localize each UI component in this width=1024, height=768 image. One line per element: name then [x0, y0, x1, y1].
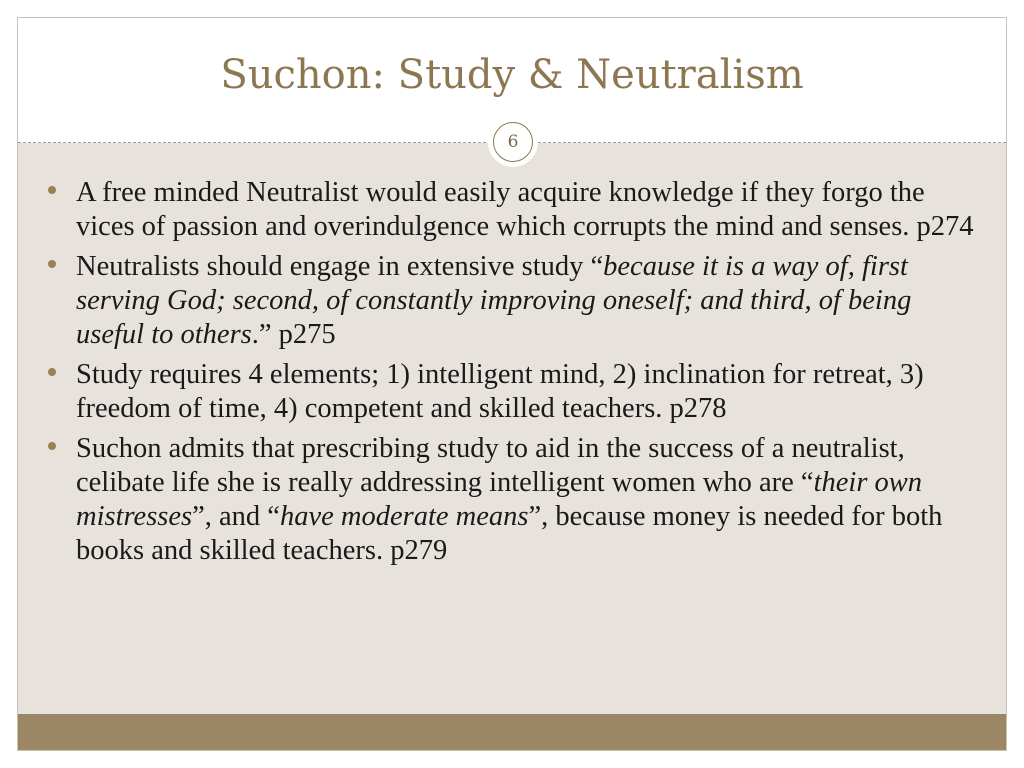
- bullet-item-2: [48, 250, 978, 352]
- page-number-badge: [488, 117, 538, 167]
- bullet-dot-icon: [48, 186, 56, 194]
- page-number: 6: [493, 122, 533, 162]
- bullet-quote-2: have moderate means: [279, 501, 529, 532]
- bullet-item-3: [48, 358, 978, 426]
- bullet-item-1: [48, 176, 978, 244]
- bullet-item-4: [48, 432, 978, 568]
- bullet-text-part2: ”, and “: [192, 501, 280, 532]
- bullet-dot-icon: [48, 260, 56, 268]
- bullet-text-part3: ”, because money is needed for both books and skilled teachers. p279: [76, 501, 943, 566]
- slide: [17, 17, 1007, 751]
- bullet-quote: because it is a way of, first serving God; second, of constantly improving oneself; and third, of being useful to others: [76, 251, 912, 350]
- bullet-text-part1: Suchon admits that prescribing study to aid in the success of a neutralist, celibate life she is really addressing intelligent women who are “: [76, 433, 905, 498]
- bullet-text: Study requires 4 elements; 1) intelligent mind, 2) inclination for retreat, 3) freedom of time, 4) competent and skilled teachers. p278: [76, 359, 924, 424]
- bullet-text: A free minded Neutralist would easily acquire knowledge if they forgo the vices of passion and overindulgence which corrupts the mind and senses. p274: [76, 177, 974, 242]
- bullet-dot-icon: [48, 368, 56, 376]
- slide-title: Suchon: Study & Neutralism: [220, 52, 804, 98]
- bullet-dot-icon: [48, 442, 56, 450]
- bullet-text-lead: Neutralists should engage in extensive study “: [76, 251, 604, 282]
- bullet-text-tail: .” p275: [251, 319, 336, 350]
- bullet-list: [48, 176, 978, 574]
- footer-bar: [18, 714, 1006, 750]
- bullet-quote-1: their own mistresses: [76, 467, 923, 532]
